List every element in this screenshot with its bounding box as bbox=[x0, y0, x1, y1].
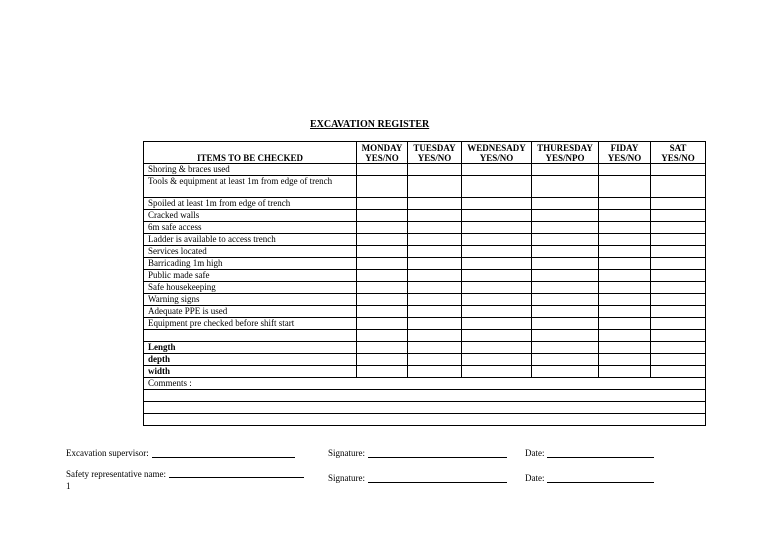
check-cell[interactable] bbox=[651, 164, 706, 176]
check-cell[interactable] bbox=[462, 330, 532, 342]
check-cell[interactable] bbox=[408, 222, 462, 234]
check-cell[interactable] bbox=[651, 270, 706, 282]
check-cell[interactable] bbox=[651, 294, 706, 306]
comments-row bbox=[144, 378, 706, 390]
check-cell[interactable] bbox=[357, 270, 408, 282]
check-cell[interactable] bbox=[599, 164, 651, 176]
table-row bbox=[144, 270, 706, 282]
check-cell[interactable] bbox=[462, 258, 532, 270]
check-cell[interactable] bbox=[599, 222, 651, 234]
check-cell[interactable] bbox=[408, 294, 462, 306]
check-item-label bbox=[144, 330, 357, 342]
table-row bbox=[144, 234, 706, 246]
day-column-header bbox=[599, 142, 651, 164]
supervisor-label: Excavation supervisor: bbox=[66, 448, 149, 458]
check-item-label: Length bbox=[144, 342, 357, 354]
check-cell[interactable] bbox=[599, 294, 651, 306]
check-item-label: Barricading 1m high bbox=[144, 258, 357, 270]
items-header: ITEMS TO BE CHECKED bbox=[144, 142, 357, 164]
check-cell[interactable] bbox=[651, 210, 706, 222]
page-number: 1 bbox=[66, 481, 71, 491]
day-column-header bbox=[532, 142, 599, 164]
check-cell[interactable] bbox=[462, 282, 532, 294]
safety-rep-signature-field[interactable] bbox=[368, 482, 507, 483]
check-cell[interactable] bbox=[599, 176, 651, 198]
check-cell[interactable] bbox=[408, 342, 462, 354]
check-cell[interactable] bbox=[408, 176, 462, 198]
day-yes-no: YES/NO bbox=[479, 153, 514, 163]
check-cell[interactable] bbox=[599, 330, 651, 342]
check-item-label: Warning signs bbox=[144, 294, 357, 306]
table-row bbox=[144, 306, 706, 318]
day-column-header bbox=[651, 142, 706, 164]
check-cell[interactable] bbox=[599, 354, 651, 366]
check-item-label: Public made safe bbox=[144, 270, 357, 282]
check-cell[interactable] bbox=[408, 330, 462, 342]
check-cell[interactable] bbox=[408, 306, 462, 318]
check-item-label: Adequate PPE is used bbox=[144, 306, 357, 318]
comments-line bbox=[144, 390, 706, 402]
check-cell[interactable] bbox=[532, 198, 599, 210]
check-cell[interactable] bbox=[599, 342, 651, 354]
check-cell[interactable] bbox=[357, 330, 408, 342]
check-cell[interactable] bbox=[532, 246, 599, 258]
check-item-label: Ladder is available to access trench bbox=[144, 234, 357, 246]
check-cell[interactable] bbox=[532, 354, 599, 366]
check-cell[interactable] bbox=[599, 318, 651, 330]
comments-label: Comments : bbox=[144, 378, 706, 390]
table-row bbox=[144, 176, 706, 198]
check-cell[interactable] bbox=[599, 210, 651, 222]
header-row bbox=[144, 142, 706, 164]
check-cell[interactable] bbox=[651, 366, 706, 378]
check-cell[interactable] bbox=[408, 366, 462, 378]
supervisor-signature-label: Signature: bbox=[328, 448, 365, 458]
check-item-label: 6m safe access bbox=[144, 222, 357, 234]
check-cell[interactable] bbox=[651, 282, 706, 294]
check-cell[interactable] bbox=[532, 318, 599, 330]
check-cell[interactable] bbox=[599, 246, 651, 258]
safety-rep-label: Safety representative name: bbox=[66, 469, 166, 479]
check-cell[interactable] bbox=[357, 354, 408, 366]
check-cell[interactable] bbox=[532, 366, 599, 378]
check-cell[interactable] bbox=[532, 330, 599, 342]
check-cell[interactable] bbox=[532, 258, 599, 270]
check-item-label: Shoring & braces used bbox=[144, 164, 357, 176]
comments-line bbox=[144, 402, 706, 414]
check-cell[interactable] bbox=[651, 234, 706, 246]
safety-rep-date-field[interactable] bbox=[547, 482, 654, 483]
day-name: WEDNESADY bbox=[467, 143, 526, 153]
check-cell[interactable] bbox=[462, 210, 532, 222]
check-cell[interactable] bbox=[357, 198, 408, 210]
check-cell[interactable] bbox=[462, 270, 532, 282]
check-cell[interactable] bbox=[599, 198, 651, 210]
check-cell[interactable] bbox=[651, 330, 706, 342]
check-cell[interactable] bbox=[462, 306, 532, 318]
check-cell[interactable] bbox=[532, 342, 599, 354]
day-yes-no: YES/NPO bbox=[545, 153, 585, 163]
day-column-header bbox=[462, 142, 532, 164]
check-cell[interactable] bbox=[462, 354, 532, 366]
check-cell[interactable] bbox=[599, 234, 651, 246]
check-cell[interactable] bbox=[462, 342, 532, 354]
comments-input-line[interactable] bbox=[144, 390, 706, 402]
excavation-checklist-table bbox=[143, 141, 706, 426]
check-cell[interactable] bbox=[357, 246, 408, 258]
check-cell[interactable] bbox=[357, 210, 408, 222]
check-cell[interactable] bbox=[532, 270, 599, 282]
check-cell[interactable] bbox=[651, 246, 706, 258]
check-cell[interactable] bbox=[532, 282, 599, 294]
table-row bbox=[144, 258, 706, 270]
table-row bbox=[144, 282, 706, 294]
check-cell[interactable] bbox=[357, 294, 408, 306]
check-cell[interactable] bbox=[408, 354, 462, 366]
check-cell[interactable] bbox=[532, 176, 599, 198]
day-yes-no: YES/NO bbox=[417, 153, 452, 163]
check-cell[interactable] bbox=[357, 306, 408, 318]
day-name: THURESDAY bbox=[537, 143, 593, 153]
check-cell[interactable] bbox=[357, 318, 408, 330]
day-yes-no: YES/NO bbox=[661, 153, 695, 163]
table-row bbox=[144, 366, 706, 378]
check-cell[interactable] bbox=[599, 258, 651, 270]
check-cell[interactable] bbox=[408, 258, 462, 270]
check-cell[interactable] bbox=[462, 246, 532, 258]
check-item-label: width bbox=[144, 366, 357, 378]
check-cell[interactable] bbox=[462, 176, 532, 198]
check-cell[interactable] bbox=[532, 222, 599, 234]
check-cell[interactable] bbox=[462, 164, 532, 176]
check-item-label: Services located bbox=[144, 246, 357, 258]
check-cell[interactable] bbox=[599, 366, 651, 378]
day-yes-no: YES/NO bbox=[607, 153, 642, 163]
check-cell[interactable] bbox=[462, 294, 532, 306]
check-cell[interactable] bbox=[532, 164, 599, 176]
day-column-header bbox=[408, 142, 462, 164]
check-cell[interactable] bbox=[408, 164, 462, 176]
check-cell[interactable] bbox=[408, 234, 462, 246]
check-cell[interactable] bbox=[651, 198, 706, 210]
safety-rep-name-field[interactable] bbox=[169, 477, 304, 478]
table-row bbox=[144, 246, 706, 258]
check-cell[interactable] bbox=[408, 270, 462, 282]
check-item-label: Tools & equipment at least 1m from edge of trench bbox=[144, 176, 357, 198]
check-cell[interactable] bbox=[357, 234, 408, 246]
table-row bbox=[144, 330, 706, 342]
check-cell[interactable] bbox=[651, 318, 706, 330]
check-cell[interactable] bbox=[462, 366, 532, 378]
check-cell[interactable] bbox=[651, 306, 706, 318]
supervisor-name-field[interactable] bbox=[152, 457, 295, 458]
check-cell[interactable] bbox=[651, 222, 706, 234]
check-cell[interactable] bbox=[462, 198, 532, 210]
check-cell[interactable] bbox=[532, 294, 599, 306]
check-cell[interactable] bbox=[532, 306, 599, 318]
check-cell[interactable] bbox=[462, 234, 532, 246]
day-name: MONDAY bbox=[361, 143, 403, 153]
check-cell[interactable] bbox=[532, 234, 599, 246]
check-item-label: depth bbox=[144, 354, 357, 366]
day-name: FIDAY bbox=[610, 143, 639, 153]
table-row bbox=[144, 318, 706, 330]
check-item-label: Cracked walls bbox=[144, 210, 357, 222]
day-column-header bbox=[357, 142, 408, 164]
check-cell[interactable] bbox=[408, 198, 462, 210]
check-cell[interactable] bbox=[462, 222, 532, 234]
check-item-label: Safe housekeeping bbox=[144, 282, 357, 294]
check-cell[interactable] bbox=[357, 176, 408, 198]
check-cell[interactable] bbox=[357, 258, 408, 270]
check-cell[interactable] bbox=[357, 164, 408, 176]
check-cell[interactable] bbox=[462, 318, 532, 330]
check-cell[interactable] bbox=[408, 282, 462, 294]
day-name: SAT bbox=[669, 143, 687, 153]
check-cell[interactable] bbox=[651, 176, 706, 198]
register-title: EXCAVATION REGISTER bbox=[310, 119, 430, 130]
check-cell[interactable] bbox=[357, 222, 408, 234]
table-row bbox=[144, 198, 706, 210]
table-row bbox=[144, 354, 706, 366]
safety-rep-date-label: Date: bbox=[525, 473, 545, 483]
day-yes-no: YES/NO bbox=[365, 153, 399, 163]
comments-input-line[interactable] bbox=[144, 414, 706, 426]
day-name: TUESDAY bbox=[413, 143, 456, 153]
check-cell[interactable] bbox=[599, 282, 651, 294]
check-cell[interactable] bbox=[532, 210, 599, 222]
supervisor-date-label: Date: bbox=[525, 448, 545, 458]
check-item-label: Spoiled at least 1m from edge of trench bbox=[144, 198, 357, 210]
check-cell[interactable] bbox=[357, 282, 408, 294]
supervisor-signature-field[interactable] bbox=[368, 457, 507, 458]
check-cell[interactable] bbox=[651, 342, 706, 354]
safety-rep-signature-label: Signature: bbox=[328, 473, 365, 483]
check-cell[interactable] bbox=[408, 210, 462, 222]
check-cell[interactable] bbox=[651, 258, 706, 270]
check-cell[interactable] bbox=[408, 318, 462, 330]
comments-input-line[interactable] bbox=[144, 402, 706, 414]
check-item-label: Equipment pre checked before shift start bbox=[144, 318, 357, 330]
check-cell[interactable] bbox=[408, 246, 462, 258]
check-cell[interactable] bbox=[651, 354, 706, 366]
check-cell[interactable] bbox=[599, 270, 651, 282]
check-cell[interactable] bbox=[357, 342, 408, 354]
table-row bbox=[144, 222, 706, 234]
table-row bbox=[144, 342, 706, 354]
table-row bbox=[144, 164, 706, 176]
table-row bbox=[144, 294, 706, 306]
supervisor-date-field[interactable] bbox=[547, 457, 654, 458]
check-cell[interactable] bbox=[357, 366, 408, 378]
comments-line bbox=[144, 414, 706, 426]
table-row bbox=[144, 210, 706, 222]
check-cell[interactable] bbox=[599, 306, 651, 318]
